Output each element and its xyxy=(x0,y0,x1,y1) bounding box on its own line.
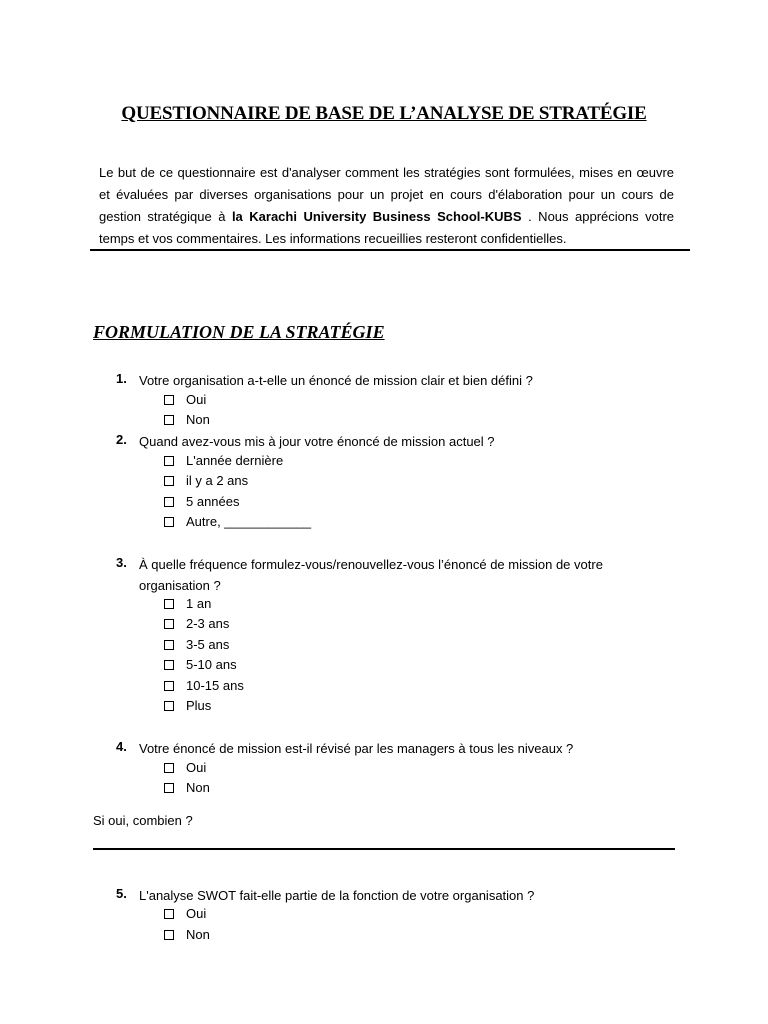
option-q3-1-an[interactable] xyxy=(0,596,768,616)
checkbox-icon[interactable] xyxy=(164,415,174,425)
option-q2-5-annees[interactable] xyxy=(0,494,768,514)
option-q2-autre[interactable] xyxy=(0,514,768,534)
checkbox-icon[interactable] xyxy=(164,909,174,919)
option-label: 3-5 ans xyxy=(186,637,230,652)
option-label: 5 années xyxy=(186,494,240,509)
checkbox-icon[interactable] xyxy=(164,930,174,940)
checkbox-icon[interactable] xyxy=(164,640,174,650)
question-text: Votre organisation a-t-elle un énoncé de mission clair et bien défini ? xyxy=(139,373,533,388)
option-q2-annee-derniere[interactable] xyxy=(0,453,768,473)
checkbox-icon[interactable] xyxy=(164,395,174,405)
intro-text-part1: Le but de ce questionnaire est d'analyser comment les stratégies sont formulées, mises en œuvre et évaluées par diverses organisations pour un projet en cours d'élaboration pour un cours de gestion stratégique à xyxy=(99,165,674,224)
option-q5-non[interactable] xyxy=(0,927,768,947)
option-q2-2-ans[interactable] xyxy=(0,473,768,493)
option-q3-3-5-ans[interactable] xyxy=(0,637,768,657)
checkbox-icon[interactable] xyxy=(164,599,174,609)
checkbox-icon[interactable] xyxy=(164,476,174,486)
question-number: 1. xyxy=(116,371,127,386)
question-text: Quand avez-vous mis à jour votre énoncé de mission actuel ? xyxy=(139,434,495,449)
option-label: 10-15 ans xyxy=(186,678,244,693)
option-q3-10-15-ans[interactable] xyxy=(0,678,768,698)
question-number: 5. xyxy=(116,886,127,901)
option-label: Oui xyxy=(186,906,207,921)
option-label: Oui xyxy=(186,760,207,775)
checkbox-icon[interactable] xyxy=(164,517,174,527)
option-label: L'année dernière xyxy=(186,453,284,468)
option-label: 1 an xyxy=(186,596,212,611)
option-label: Non xyxy=(186,780,210,795)
section-title: FORMULATION DE LA STRATÉGIE xyxy=(93,322,385,342)
follow-up-label: Si oui, combien ? xyxy=(93,813,193,828)
question-number: 2. xyxy=(116,432,127,447)
checkbox-icon[interactable] xyxy=(164,619,174,629)
intro-paragraph xyxy=(99,162,674,250)
option-q4-oui[interactable] xyxy=(0,760,768,780)
question-text: Votre énoncé de mission est-il révisé par les managers à tous les niveaux ? xyxy=(139,741,574,756)
checkbox-icon[interactable] xyxy=(164,456,174,466)
option-label: Autre, ____________ xyxy=(186,514,312,529)
question-number: 3. xyxy=(116,555,127,570)
option-label: Plus xyxy=(186,698,212,713)
option-q3-2-3-ans[interactable] xyxy=(0,616,768,636)
page-title: QUESTIONNAIRE DE BASE DE L’ANALYSE DE STRATÉGIE xyxy=(121,103,647,124)
option-q1-non[interactable] xyxy=(0,412,768,432)
option-q5-oui[interactable] xyxy=(0,906,768,926)
option-label: 5-10 ans xyxy=(186,657,237,672)
question-number: 4. xyxy=(116,739,127,754)
option-q4-non[interactable] xyxy=(0,780,768,800)
question-text: À quelle fréquence formulez-vous/renouvellez-vous l’énoncé de mission de votre organisation ? xyxy=(139,557,603,593)
question-text: L'analyse SWOT fait-elle partie de la fonction de votre organisation ? xyxy=(139,888,535,903)
option-label: Non xyxy=(186,927,210,942)
intro-text-bold: la Karachi University Business School-KUBS xyxy=(231,209,522,224)
checkbox-icon[interactable] xyxy=(164,660,174,670)
checkbox-icon[interactable] xyxy=(164,497,174,507)
option-q3-plus[interactable] xyxy=(0,698,768,718)
checkbox-icon[interactable] xyxy=(164,763,174,773)
option-q1-oui[interactable] xyxy=(0,392,768,412)
option-label: il y a 2 ans xyxy=(186,473,249,488)
intro-divider xyxy=(90,249,690,251)
checkbox-icon[interactable] xyxy=(164,783,174,793)
option-label: Oui xyxy=(186,392,207,407)
option-label: Non xyxy=(186,412,210,427)
intro-text-part2: . Nous apprécions votre temps et vos commentaires. Les informations recueillies resteront confidentielles. xyxy=(99,209,674,246)
checkbox-icon[interactable] xyxy=(164,701,174,711)
option-q3-5-10-ans[interactable] xyxy=(0,657,768,677)
checkbox-icon[interactable] xyxy=(164,681,174,691)
option-label: 2-3 ans xyxy=(186,616,230,631)
follow-up-answer-line[interactable] xyxy=(93,848,675,850)
